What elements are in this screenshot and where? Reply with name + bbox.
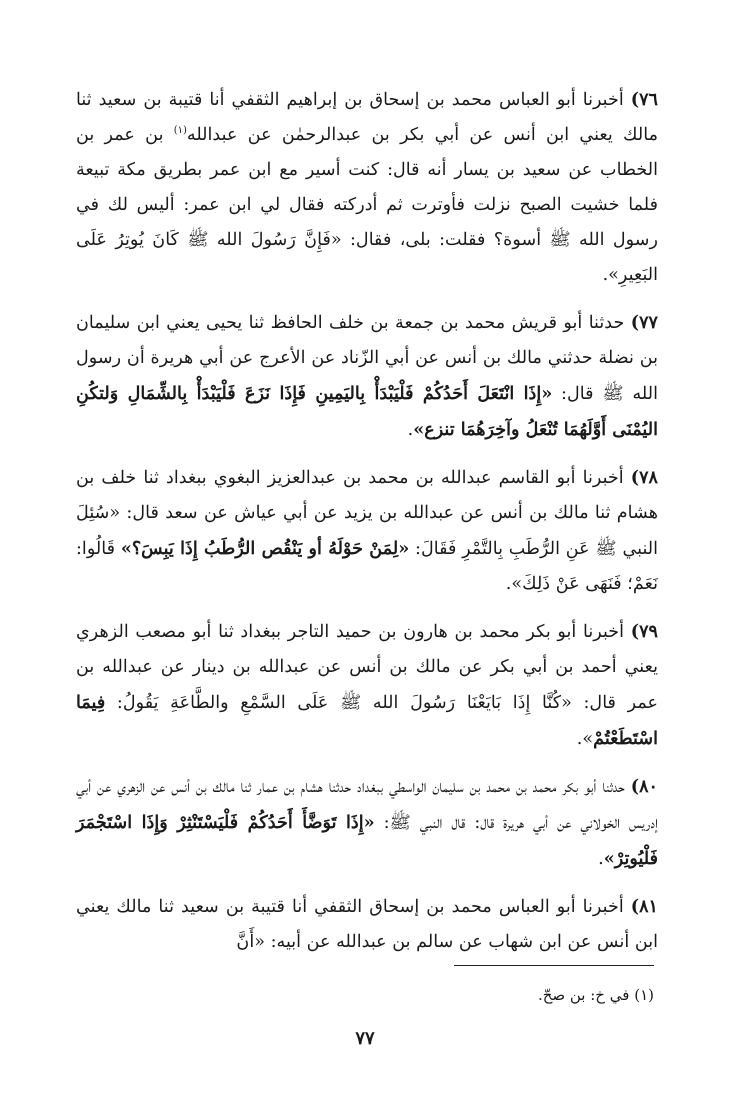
hadith-isnad: حدثنا أبو قريش محمد بن جمعة بن خلف الحافظ ثنا يحيى يعني ابن سليمان بن نضلة حدثني مالك بن أنس عن أبي الزّناد عن الأعرج عن أبي هريرة أن رسول الله ﷺ قال:	[76, 313, 658, 404]
hadith-81	[76, 889, 658, 960]
hadith-isnad: أخبرنا أبو بكر محمد بن هارون بن حميد التاجر ببغداد ثنا أبو مصعب الزهري يعني أحمد بن أبي بكر عن مالك بن أنس عن عبدالله بن دينار عن عبدالله بن عمر قال: «كُنَّا إِذَا بَايَعْنَا رَسُولَ الله ﷺ عَلَى السَّمْعِ والطَّاعَةِ يَقُولُ:	[76, 622, 658, 713]
hadith-isnad: حدثنا أبو بكر محمد بن محمد بن سليمان الواسطي ببغداد حدثنا هشام بن عمار ثنا مالك بن أنس عن الزهري عن أبي إدريس الخولاني عن أبي هريرة قال: قال النبي ﷺ:	[76, 777, 658, 833]
hadith-matn: «إِذَا تَوَضَّأَ أَحَدُكُمْ فَلْيَسْتَنْثِرْ وَإِذَا اسْتَجْمَرَ فَلْيُوتِرْ»	[76, 812, 658, 869]
hadith-text: بن عمر بن الخطاب عن سعيد بن يسار أنه قال: كنت أسير مع ابن عمر بطريق مكة تبيعة فلما خشيت الصبح نزلت فأوترت ثم أدركته فقال لي ابن عمر: أليس لك في رسول الله ﷺ أسوة؟ فقلت: بلى، فقال:	[76, 125, 658, 250]
hadith-number: ٨١)	[630, 896, 658, 917]
hadith-text: »	[582, 729, 594, 749]
hadith-77	[76, 305, 658, 448]
footnote-divider	[454, 965, 654, 966]
footnote	[72, 984, 654, 1006]
hadith-end: .	[602, 265, 609, 285]
hadith-number: ٧٧)	[630, 312, 658, 333]
hadith-matn: «إِذَا انْتَعَلَ أَحَدُكُمْ فَلْيَبْدَأْ بِاليَمِينِ فَإِذَا نَزَعَ فَلْيَبْدَأْ بِالشِّمَالِ وَلتكُنِ اليُمْنَى أَوَّلَهُمَا تُنْعَلُ وآخِرَهُمَا تنزع»	[76, 383, 658, 440]
page-number: ٧٧	[355, 1028, 375, 1049]
hadith-end: .	[407, 420, 414, 440]
hadith-isnad: أخبرنا أبو العباس محمد بن إسحاق الثقفي أنا قتيبة بن سعيد ثنا مالك يعني ابن أنس عن ابن شهاب عن سالم بن عبدالله عن أبيه: «أَنَّ	[76, 897, 658, 952]
hadith-79	[76, 614, 658, 757]
hadith-number: ٧٩)	[630, 621, 658, 642]
hadith-end: .	[598, 849, 604, 869]
hadith-number: ٧٦)	[630, 89, 658, 110]
hadith-76	[76, 82, 658, 293]
hadith-end: .	[576, 729, 583, 749]
hadith-text: قَالُوا: نَعَمْ؛ فَنَهَى عَنْ ذَلِكَ»	[76, 539, 658, 594]
hadith-isnad: أخبرنا أبو القاسم عبدالله بن محمد بن عبدالعزيز البغوي ببغداد ثنا خلف بن هشام ثنا مالك بن أنس عن عبدالله بن يزيد عن أبي عياش عن سعد قال: «سُئِلَ النبي ﷺ عَنِ الرُّطَبِ بِالتَّمْرِ فَقَالَ:	[76, 468, 658, 559]
hadith-number: ٧٨)	[630, 467, 658, 488]
footnote-label: (١)	[634, 986, 654, 1004]
hadith-80	[76, 769, 658, 877]
footnote-text: في خ: بن صحّ.	[537, 986, 630, 1004]
hadith-78	[76, 460, 658, 602]
hadith-end: .	[505, 574, 512, 594]
hadith-isnad: أخبرنا أبو العباس محمد بن إسحاق بن إبراهيم الثقفي أنا قتيبة بن سعيد ثنا مالك يعني ابن أنس عن أبي بكر بن عبدالرحمٰن عن عبدالله	[76, 90, 658, 145]
hadith-matn: فِيمَا اسْتَطَعْتُمْ	[76, 692, 658, 749]
hadith-number: ٨٠)	[630, 776, 658, 797]
page-body	[76, 82, 658, 972]
hadith-matn: «فَإِنَّ رَسُولَ الله ﷺ كَانَ يُوتِرُ عَلَى البَعِيرِ»	[76, 230, 658, 285]
hadith-matn: «لِمَنْ حَوْلَهُ أو يَنْقُص الرُّطَبُ إِذَا يَبِسَ؟»	[120, 538, 410, 559]
footnote-reference: (١)	[173, 125, 187, 137]
